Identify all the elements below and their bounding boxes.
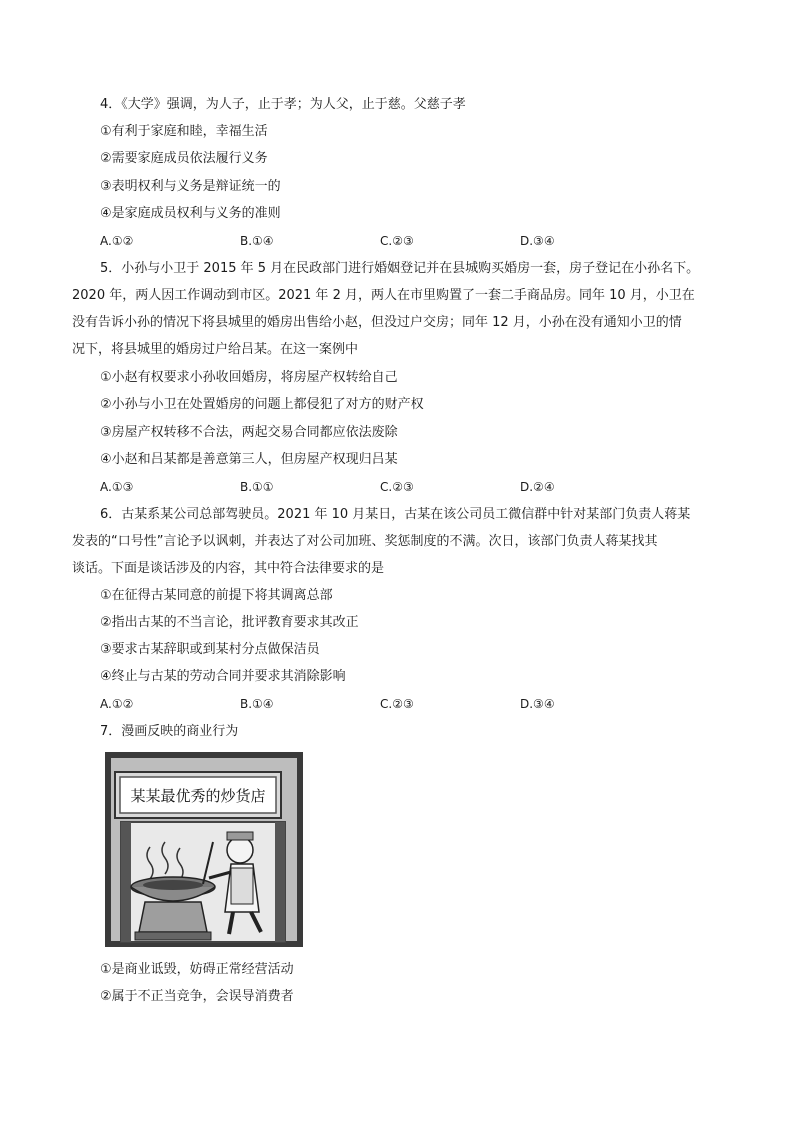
q6-option-b: B.①④ <box>240 697 274 711</box>
q4-statement-2: ②需要家庭成员依法履行义务 <box>100 151 268 166</box>
q4-option-a: A.①② <box>100 234 134 248</box>
q5-option-a: A.①③ <box>100 480 134 494</box>
q5-option-d: D.②④ <box>520 480 555 494</box>
q4-option-b: B.①④ <box>240 234 274 248</box>
q7-stem-line-1: 7．漫画反映的商业行为 <box>100 724 239 739</box>
q5-option-b: B.①① <box>240 480 274 494</box>
q5-stem-line-4: 况下，将县城里的婚房过户给吕某。在这一案例中 <box>72 342 359 357</box>
q6-stem-line-3: 谈话。下面是谈话涉及的内容，其中符合法律要求的是 <box>72 561 385 576</box>
q5-statement-2: ②小孙与小卫在处置婚房的问题上都侵犯了对方的财产权 <box>100 397 424 412</box>
q5-stem-line-1: 5．小孙与小卫于 2015 年 5 月在民政部门进行婚姻登记并在县城购买婚房一套，房子登记在小孙名下。 <box>100 261 700 276</box>
q7-statement-2: ②属于不正当竞争，会误导消费者 <box>100 989 294 1004</box>
q5-statement-4: ④小赵和吕某都是善意第三人，但房屋产权现归吕某 <box>100 452 398 467</box>
q4-statement-3: ③表明权利与义务是辩证统一的 <box>100 179 281 194</box>
q6-option-a: A.①② <box>100 697 134 711</box>
q6-option-c: C.②③ <box>380 697 414 711</box>
q4-stem-line-1: 4．《大学》强调，为人子，止于孝；为人父，止于慈。父慈子孝 <box>100 97 466 112</box>
q4-statement-1: ①有利于家庭和睦，幸福生活 <box>100 124 268 139</box>
q6-statement-1: ①在征得古某同意的前提下将其调离总部 <box>100 588 333 603</box>
q4-statement-4: ④是家庭成员权利与义务的准则 <box>100 206 281 221</box>
cartoon-sign-text: 某某最优秀的炒货店 <box>130 787 266 805</box>
q6-option-d: D.③④ <box>520 697 555 711</box>
q6-statement-3: ③要求古某辞职或到某村分点做保洁员 <box>100 642 320 657</box>
q6-statement-2: ②指出古某的不当言论，批评教育要求其改正 <box>100 615 359 630</box>
q6-statement-4: ④终止与古某的劳动合同并要求其消除影响 <box>100 669 346 684</box>
q5-statement-1: ①小赵有权要求小孙收回婚房，将房屋产权转给自己 <box>100 370 398 385</box>
q6-stem-line-1: 6．古某系某公司总部驾驶员。2021 年 10 月某日，古某在该公司员工微信群中针对某部门负责人蒋某 <box>100 507 691 522</box>
q5-statement-3: ③房屋产权转移不合法，两起交易合同都应依法废除 <box>100 425 398 440</box>
q4-option-d: D.③④ <box>520 234 555 248</box>
q5-option-c: C.②③ <box>380 480 414 494</box>
cartoon-illustration <box>105 752 303 947</box>
q6-stem-line-2: 发表的“口号性”言论予以讽刺，并表达了对公司加班、奖惩制度的不满。次日，该部门负责人蒋某找其 <box>72 534 658 549</box>
q7-statement-1: ①是商业诋毁，妨碍正常经营活动 <box>100 962 294 977</box>
q4-option-c: C.②③ <box>380 234 414 248</box>
q5-stem-line-2: 2020 年，两人因工作调动到市区。2021 年 2 月，两人在市里购置了一套二手商品房。同年 10 月，小卫在 <box>72 288 695 303</box>
q5-stem-line-3: 没有告诉小孙的情况下将县城里的婚房出售给小赵，但没过户交房；同年 12 月，小孙在没有通知小卫的情 <box>72 315 682 330</box>
